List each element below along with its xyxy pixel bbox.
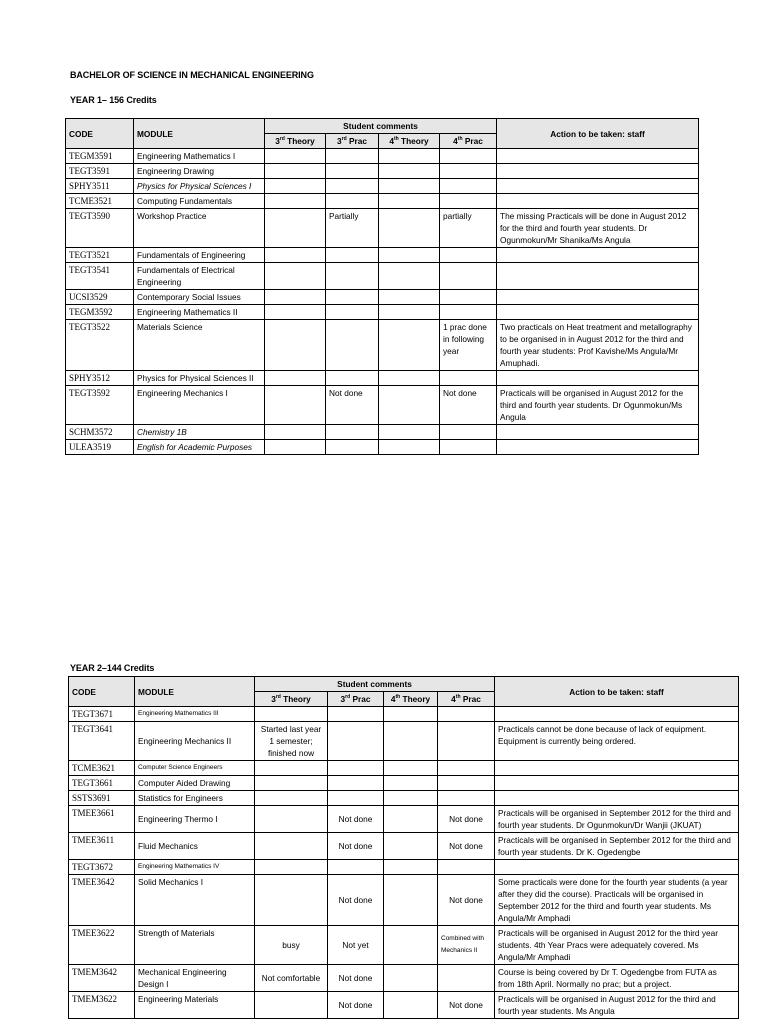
- module-code: TEGT3592: [66, 386, 134, 425]
- module-name: Materials Science: [134, 320, 265, 371]
- module-code: SPHY3512: [66, 371, 134, 386]
- staff-action: [497, 179, 699, 194]
- module-code: TEGT3641: [69, 722, 135, 761]
- module-code: TMEE3642: [69, 875, 135, 926]
- module-name: Computing Fundamentals: [134, 194, 265, 209]
- staff-action: Course is being covered by Dr T. Ogedengbe from FUTA as from 18th April. Normally no prac; but a project.: [495, 965, 739, 992]
- staff-action: [497, 290, 699, 305]
- module-code: TMEM3642: [69, 965, 135, 992]
- comment-3rd-theory: [255, 833, 328, 860]
- comment-3rd-prac: Not yet: [328, 926, 384, 965]
- table-row: [66, 320, 699, 371]
- module-name: Fluid Mechanics: [135, 833, 255, 860]
- comment-3rd-theory: [265, 164, 326, 179]
- table-row: [66, 425, 699, 440]
- staff-action: Two practicals on Heat treatment and metallography to be organised in in August 2012 for the third and fourth year students: Prof Kavishe/Ms Angula/Mr Amuphadi.: [497, 320, 699, 371]
- col-header-3rd-prac: 3rd Prac: [326, 134, 379, 149]
- module-name: Engineering Mechanics I: [134, 386, 265, 425]
- staff-action: [495, 761, 739, 776]
- col-header-student-comments: Student comments: [265, 119, 497, 134]
- comment-3rd-prac: [326, 164, 379, 179]
- module-code: TEGT3522: [66, 320, 134, 371]
- col-header-4th-theory: 4th Theory: [384, 692, 438, 707]
- table-row: [66, 149, 699, 164]
- table-row: [69, 806, 739, 833]
- comment-3rd-theory: [255, 875, 328, 926]
- module-name: Fundamentals of Electrical Engineering: [134, 263, 265, 290]
- comment-4th-prac: [438, 776, 495, 791]
- document-title: BACHELOR OF SCIENCE IN MECHANICAL ENGINEERING: [70, 70, 314, 80]
- col-header-module: MODULE: [135, 677, 255, 707]
- comment-4th-prac: [440, 248, 497, 263]
- module-code: SCHM3572: [66, 425, 134, 440]
- staff-action: [495, 776, 739, 791]
- col-header-4th-prac: 4th Prac: [440, 134, 497, 149]
- module-code: SSTS3691: [69, 791, 135, 806]
- comment-4th-prac: [438, 791, 495, 806]
- module-code: TEGT3590: [66, 209, 134, 248]
- comment-4th-theory: [379, 164, 440, 179]
- comment-4th-prac: Not done: [438, 992, 495, 1019]
- comment-3rd-prac: Not done: [328, 965, 384, 992]
- module-name: Solid Mechanics I: [135, 875, 255, 926]
- comment-4th-theory: [384, 707, 438, 722]
- staff-action: The missing Practicals will be done in August 2012 for the third and fourth year students. Dr Ogunmokun/Mr Shanika/Ms Angula: [497, 209, 699, 248]
- comment-3rd-prac: Not done: [328, 875, 384, 926]
- year1-table: [65, 118, 699, 455]
- table-row: [66, 305, 699, 320]
- comment-4th-prac: [440, 425, 497, 440]
- comment-4th-prac: [438, 965, 495, 992]
- comment-3rd-theory: [265, 290, 326, 305]
- module-code: TMEM3622: [69, 992, 135, 1019]
- comment-3rd-theory: [255, 992, 328, 1019]
- comment-4th-prac: [440, 164, 497, 179]
- comment-3rd-theory: [255, 707, 328, 722]
- table-row: [66, 263, 699, 290]
- comment-3rd-theory: Started last year 1 semester; finished now: [255, 722, 328, 761]
- comment-3rd-theory: [255, 761, 328, 776]
- comment-4th-theory: [379, 179, 440, 194]
- comment-4th-prac: [440, 371, 497, 386]
- table-row: [66, 290, 699, 305]
- comment-3rd-prac: [328, 860, 384, 875]
- module-code: TCME3521: [66, 194, 134, 209]
- comment-3rd-theory: [255, 776, 328, 791]
- module-name: Chemistry 1B: [134, 425, 265, 440]
- year1-heading: YEAR 1– 156 Credits: [70, 95, 157, 105]
- table-row: [69, 965, 739, 992]
- staff-action: [497, 305, 699, 320]
- comment-4th-theory: [384, 875, 438, 926]
- comment-3rd-theory: [255, 806, 328, 833]
- comment-3rd-prac: [326, 194, 379, 209]
- comment-4th-prac: [440, 179, 497, 194]
- module-name: Fundamentals of Engineering: [134, 248, 265, 263]
- comment-4th-prac: [440, 290, 497, 305]
- comment-3rd-theory: [265, 149, 326, 164]
- comment-4th-theory: [384, 992, 438, 1019]
- staff-action: [497, 164, 699, 179]
- staff-action: Practicals will be organised in August 2012 for the third and fourth year students. Ms Angula: [495, 992, 739, 1019]
- comment-4th-prac: [440, 149, 497, 164]
- comment-4th-theory: [379, 149, 440, 164]
- table-row: [66, 179, 699, 194]
- table-row: [66, 164, 699, 179]
- comment-4th-prac: [438, 722, 495, 761]
- module-name: Statistics for Engineers: [135, 791, 255, 806]
- module-code: SPHY3511: [66, 179, 134, 194]
- comment-3rd-prac: [326, 290, 379, 305]
- comment-3rd-prac: [326, 263, 379, 290]
- module-name: Engineering Mathematics III: [135, 707, 255, 722]
- comment-3rd-prac: [328, 791, 384, 806]
- comment-4th-prac: Not done: [438, 806, 495, 833]
- comment-3rd-theory: [265, 386, 326, 425]
- comment-3rd-theory: [265, 305, 326, 320]
- comment-3rd-prac: Not done: [328, 833, 384, 860]
- comment-3rd-prac: [328, 776, 384, 791]
- table-row: [69, 791, 739, 806]
- comment-4th-prac: Combined with Mechanics II: [438, 926, 495, 965]
- comment-3rd-prac: [328, 761, 384, 776]
- comment-4th-theory: [384, 860, 438, 875]
- comment-3rd-prac: [326, 440, 379, 455]
- comment-4th-prac: 1 prac done in following year: [440, 320, 497, 371]
- module-code: TMEE3661: [69, 806, 135, 833]
- module-name: Engineering Thermo I: [135, 806, 255, 833]
- staff-action: [497, 425, 699, 440]
- comment-4th-theory: [379, 440, 440, 455]
- module-code: TCME3621: [69, 761, 135, 776]
- comment-4th-theory: [379, 386, 440, 425]
- table-row: [66, 248, 699, 263]
- module-name: Engineering Mathematics I: [134, 149, 265, 164]
- module-name: Engineering Mathematics II: [134, 305, 265, 320]
- table-row: [69, 833, 739, 860]
- module-name: Computer Science Engineers: [135, 761, 255, 776]
- table-row: [66, 194, 699, 209]
- table-row: [69, 776, 739, 791]
- module-name: Engineering Drawing: [134, 164, 265, 179]
- comment-3rd-prac: [326, 248, 379, 263]
- comment-3rd-theory: [255, 860, 328, 875]
- table-row: [69, 860, 739, 875]
- module-name: Workshop Practice: [134, 209, 265, 248]
- comment-4th-theory: [384, 965, 438, 992]
- comment-3rd-theory: [265, 209, 326, 248]
- comment-4th-prac: [440, 305, 497, 320]
- staff-action: Practicals will be organised in September 2012 for the third and fourth year students. Dr K. Ogedengbe: [495, 833, 739, 860]
- module-code: TEGM3592: [66, 305, 134, 320]
- col-header-4th-theory: 4th Theory: [379, 134, 440, 149]
- comment-4th-prac: [440, 194, 497, 209]
- comment-3rd-prac: [326, 305, 379, 320]
- staff-action: [497, 263, 699, 290]
- comment-4th-theory: [379, 425, 440, 440]
- comment-4th-theory: [384, 776, 438, 791]
- module-code: TMEE3611: [69, 833, 135, 860]
- comment-4th-theory: [379, 194, 440, 209]
- staff-action: Practicals will be organised in September 2012 for the third and fourth year students. Dr Ogunmokun/Dr Wanjii (JKUAT): [495, 806, 739, 833]
- staff-action: [495, 707, 739, 722]
- module-code: TEGT3672: [69, 860, 135, 875]
- comment-4th-theory: [384, 833, 438, 860]
- comment-3rd-theory: [265, 320, 326, 371]
- comment-3rd-theory: [265, 425, 326, 440]
- module-code: TEGT3541: [66, 263, 134, 290]
- col-header-student-comments: Student comments: [255, 677, 495, 692]
- module-code: TEGT3521: [66, 248, 134, 263]
- comment-4th-theory: [384, 761, 438, 776]
- module-name: Strength of Materials: [135, 926, 255, 965]
- table-row: [66, 386, 699, 425]
- comment-4th-prac: Not done: [440, 386, 497, 425]
- comment-4th-prac: Not done: [438, 875, 495, 926]
- staff-action: Some practicals were done for the fourth year students (a year after they did the course). Practicals will be organised in September 2012 for the third and fourth year students. Ms Angula/Mr Amphadi: [495, 875, 739, 926]
- table-row: [69, 875, 739, 926]
- comment-3rd-theory: [255, 791, 328, 806]
- col-header-3rd-prac: 3rd Prac: [328, 692, 384, 707]
- staff-action: [495, 791, 739, 806]
- comment-4th-theory: [384, 791, 438, 806]
- col-header-action: Action to be taken: staff: [497, 119, 699, 149]
- comment-4th-prac: Not done: [438, 833, 495, 860]
- module-name: Mechanical Engineering Design I: [135, 965, 255, 992]
- comment-4th-theory: [384, 806, 438, 833]
- comment-3rd-prac: Not done: [328, 992, 384, 1019]
- module-code: TEGT3591: [66, 164, 134, 179]
- table-row: [69, 992, 739, 1019]
- col-header-3rd-theory: 3rd Theory: [265, 134, 326, 149]
- comment-4th-prac: [438, 761, 495, 776]
- comment-3rd-theory: [265, 263, 326, 290]
- staff-action: [497, 248, 699, 263]
- table-row: [69, 926, 739, 965]
- comment-3rd-theory: Not comfortable: [255, 965, 328, 992]
- comment-3rd-prac: Not done: [328, 806, 384, 833]
- year2-table: [68, 676, 739, 1019]
- col-header-action: Action to be taken: staff: [495, 677, 739, 707]
- comment-3rd-theory: [265, 179, 326, 194]
- comment-3rd-prac: [326, 425, 379, 440]
- module-code: TMEE3622: [69, 926, 135, 965]
- comment-3rd-prac: Not done: [326, 386, 379, 425]
- comment-4th-prac: [440, 440, 497, 455]
- module-name: English for Academic Purposes: [134, 440, 265, 455]
- comment-3rd-prac: [328, 707, 384, 722]
- comment-3rd-theory: [265, 248, 326, 263]
- module-name: Engineering Materials: [135, 992, 255, 1019]
- staff-action: [497, 149, 699, 164]
- comment-3rd-theory: [265, 371, 326, 386]
- table-row: [69, 707, 739, 722]
- table-row: [69, 722, 739, 761]
- comment-3rd-theory: busy: [255, 926, 328, 965]
- col-header-module: MODULE: [134, 119, 265, 149]
- module-name: Contemporary Social Issues: [134, 290, 265, 305]
- staff-action: [497, 371, 699, 386]
- comment-4th-prac: [438, 707, 495, 722]
- module-code: UCSI3529: [66, 290, 134, 305]
- module-name: Physics for Physical Sciences II: [134, 371, 265, 386]
- staff-action: [497, 194, 699, 209]
- comment-3rd-prac: [326, 371, 379, 386]
- comment-4th-theory: [379, 371, 440, 386]
- comment-4th-prac: [440, 263, 497, 290]
- comment-3rd-prac: [326, 179, 379, 194]
- module-name: Engineering Mechanics II: [135, 722, 255, 761]
- module-code: ULEA3519: [66, 440, 134, 455]
- module-name: Computer Aided Drawing: [135, 776, 255, 791]
- module-name: Physics for Physical Sciences I: [134, 179, 265, 194]
- staff-action: Practicals will be organised in August 2012 for the third year students. 4th Year Pracs were adequately covered. Ms Angula/Mr Amphadi: [495, 926, 739, 965]
- module-code: TEGM3591: [66, 149, 134, 164]
- col-header-code: CODE: [69, 677, 135, 707]
- comment-4th-theory: [379, 305, 440, 320]
- comment-4th-theory: [379, 290, 440, 305]
- comment-4th-theory: [384, 722, 438, 761]
- staff-action: [497, 440, 699, 455]
- table-row: [66, 440, 699, 455]
- comment-4th-prac: [438, 860, 495, 875]
- module-code: TEGT3661: [69, 776, 135, 791]
- staff-action: [495, 860, 739, 875]
- comment-4th-theory: [379, 320, 440, 371]
- table-row: [66, 209, 699, 248]
- comment-3rd-prac: [328, 722, 384, 761]
- comment-3rd-theory: [265, 440, 326, 455]
- comment-4th-theory: [379, 263, 440, 290]
- comment-4th-prac: partially: [440, 209, 497, 248]
- table-row: [69, 761, 739, 776]
- comment-3rd-prac: Partially: [326, 209, 379, 248]
- module-name: Engineering Mathematics IV: [135, 860, 255, 875]
- staff-action: Practicals will be organised in August 2012 for the third and fourth year students. Dr Ogunmokun/Ms Angula: [497, 386, 699, 425]
- col-header-code: CODE: [66, 119, 134, 149]
- comment-4th-theory: [379, 209, 440, 248]
- module-code: TEGT3671: [69, 707, 135, 722]
- comment-3rd-theory: [265, 194, 326, 209]
- comment-3rd-prac: [326, 320, 379, 371]
- table-row: [66, 371, 699, 386]
- year2-heading: YEAR 2–144 Credits: [70, 663, 155, 673]
- comment-4th-theory: [379, 248, 440, 263]
- comment-4th-theory: [384, 926, 438, 965]
- comment-3rd-prac: [326, 149, 379, 164]
- col-header-4th-prac: 4th Prac: [438, 692, 495, 707]
- staff-action: Practicals cannot be done because of lack of equipment. Equipment is currently being ordered.: [495, 722, 739, 761]
- col-header-3rd-theory: 3rd Theory: [255, 692, 328, 707]
